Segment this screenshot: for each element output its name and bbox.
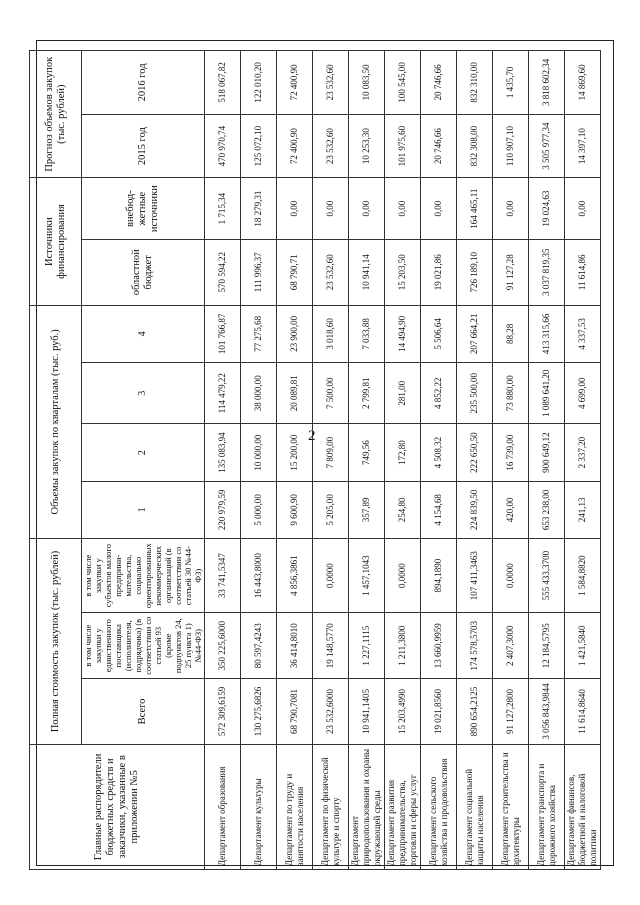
header-sources: Источники финансирования [30, 178, 82, 305]
cell-q4: 14 494,90 [385, 305, 421, 362]
cell-2016: 832 310,00 [457, 51, 493, 115]
cell-total: 91 127,2800 [493, 679, 529, 745]
cell-2016: 10 083,50 [349, 51, 385, 115]
table-row [565, 51, 601, 870]
row-department: Департамент культуры [241, 744, 277, 869]
cell-single: 350 225,6000 [205, 613, 241, 679]
header-2015: 2015 год [82, 114, 205, 178]
cell-small: 1 457,1043 [349, 539, 385, 613]
row-department: Департамент финансов, бюджетной и налоговой политики [565, 744, 601, 869]
cell-q3: 1 089 641,20 [529, 362, 565, 424]
cell-extra: 0,00 [277, 178, 313, 240]
cell-single: 19 148,5770 [313, 613, 349, 679]
cell-small: 0,0000 [493, 539, 529, 613]
cell-regional: 726 189,10 [457, 239, 493, 305]
cell-extra: 164 465,11 [457, 178, 493, 240]
cell-2016: 20 746,66 [421, 51, 457, 115]
cell-q2: 4 508,32 [421, 424, 457, 481]
cell-small: 33 741,5347 [205, 539, 241, 613]
cell-2015: 23 532,60 [313, 114, 349, 178]
header-q3: 3 [82, 362, 205, 424]
cell-q4: 5 506,64 [421, 305, 457, 362]
cell-q3: 114 479,22 [205, 362, 241, 424]
cell-2016: 100 545,00 [385, 51, 421, 115]
cell-q2: 2 337,20 [565, 424, 601, 481]
cell-total: 572 309,6159 [205, 679, 241, 745]
cell-single: 174 578,5703 [457, 613, 493, 679]
table-row [277, 51, 313, 870]
cell-2015: 125 072,10 [241, 114, 277, 178]
row-department: Департамент сельского хозяйства и продовольствия [421, 744, 457, 869]
cell-q4: 7 033,88 [349, 305, 385, 362]
cell-2016: 3 818 602,34 [529, 51, 565, 115]
cell-single: 2 407,3000 [493, 613, 529, 679]
cell-small: 0,0000 [385, 539, 421, 613]
header-q1: 1 [82, 481, 205, 538]
cell-q4: 207 664,21 [457, 305, 493, 362]
table-row [241, 51, 277, 870]
row-department: Департамент транспорта и дорожного хозяйства [529, 744, 565, 869]
cell-q3: 281,00 [385, 362, 421, 424]
cell-q1: 9 600,90 [277, 481, 313, 538]
cell-q1: 420,00 [493, 481, 529, 538]
cell-extra: 19 024,63 [529, 178, 565, 240]
cell-extra: 0,00 [313, 178, 349, 240]
cell-q3: 7 500,00 [313, 362, 349, 424]
cell-q1: 357,89 [349, 481, 385, 538]
table-row [313, 51, 349, 870]
cell-q4: 101 766,87 [205, 305, 241, 362]
header-quarterly: Объемы закупок по кварталам (тыс. руб.) [30, 305, 82, 538]
cell-q4: 77 275,68 [241, 305, 277, 362]
cell-q4: 23 900,00 [277, 305, 313, 362]
cell-q4: 88,28 [493, 305, 529, 362]
table-row [349, 51, 385, 870]
procurement-table [29, 50, 601, 870]
cell-q2: 16 739,00 [493, 424, 529, 481]
cell-q4: 4 337,53 [565, 305, 601, 362]
row-department: Департамент по труду и занятости населения [277, 744, 313, 869]
table-row [457, 51, 493, 870]
cell-total: 10 941,1405 [349, 679, 385, 745]
header-q4: 4 [82, 305, 205, 362]
cell-2015: 14 397,10 [565, 114, 601, 178]
cell-regional: 111 996,37 [241, 239, 277, 305]
cell-q2: 15 200,00 [277, 424, 313, 481]
cell-total: 11 614,8640 [565, 679, 601, 745]
cell-q3: 235 500,00 [457, 362, 493, 424]
cell-q2: 135 083,94 [205, 424, 241, 481]
cell-extra: 0,00 [421, 178, 457, 240]
cell-small: 0,0000 [313, 539, 349, 613]
cell-q2: 222 650,50 [457, 424, 493, 481]
row-department: Департамент социальной защиты населения [457, 744, 493, 869]
cell-2015: 72 400,90 [277, 114, 313, 178]
cell-q1: 224 839,50 [457, 481, 493, 538]
cell-regional: 23 532,60 [313, 239, 349, 305]
cell-2015: 470 970,74 [205, 114, 241, 178]
cell-total: 19 021,8560 [421, 679, 457, 745]
cell-q1: 254,80 [385, 481, 421, 538]
header-forecast: Прогноз объемов закупок (тыс. рублей) [30, 51, 82, 178]
row-department: Департамент образования [205, 744, 241, 869]
header-full-cost: Полная стоимость закупок (тыс. рублей) [30, 539, 82, 745]
cell-small: 555 433,3700 [529, 539, 565, 613]
cell-q2: 172,80 [385, 424, 421, 481]
cell-total: 23 532,6000 [313, 679, 349, 745]
cell-q3: 73 880,00 [493, 362, 529, 424]
cell-extra: 0,00 [493, 178, 529, 240]
rotated-table-container [29, 50, 619, 870]
cell-regional: 570 594,22 [205, 239, 241, 305]
cell-2016: 518 067,82 [205, 51, 241, 115]
cell-q2: 900 649,12 [529, 424, 565, 481]
cell-q4: 3 018,60 [313, 305, 349, 362]
cell-regional: 19 021,86 [421, 239, 457, 305]
table-row [421, 51, 457, 870]
cell-small: 4 856,3861 [277, 539, 313, 613]
cell-extra: 0,00 [565, 178, 601, 240]
cell-small: 894,1890 [421, 539, 457, 613]
cell-small: 16 443,8000 [241, 539, 277, 613]
cell-q3: 20 089,81 [277, 362, 313, 424]
cell-single: 1 211,3800 [385, 613, 421, 679]
row-department: Департамент природопользования и охраны окружающей среды [349, 744, 385, 869]
cell-extra: 1 715,34 [205, 178, 241, 240]
cell-q3: 2 799,81 [349, 362, 385, 424]
cell-q3: 4 699,00 [565, 362, 601, 424]
table-row [529, 51, 565, 870]
header-small-business: в том числе закупки у субъектов малого предприни-мательства, социально ориентированных некоммерческих организаций (в соответствии со статьей 30 №44-ФЗ) [82, 539, 205, 613]
header-total: Всего [82, 679, 205, 745]
cell-regional: 15 203,50 [385, 239, 421, 305]
cell-single: 36 414,8010 [277, 613, 313, 679]
page-number: 2 [308, 428, 316, 444]
cell-q1: 5 000,00 [241, 481, 277, 538]
row-department: Департамент строительства и архитектуры [493, 744, 529, 869]
cell-q2: 7 809,00 [313, 424, 349, 481]
cell-2015: 10 253,30 [349, 114, 385, 178]
cell-extra: 0,00 [349, 178, 385, 240]
cell-small: 1 584,8820 [565, 539, 601, 613]
table-row [205, 51, 241, 870]
header-main: Главные распорядители бюджетных средств и заказчики, указанные в приложении №5 [30, 744, 205, 869]
cell-single: 13 660,9959 [421, 613, 457, 679]
cell-2015: 832 308,00 [457, 114, 493, 178]
cell-q3: 38 000,00 [241, 362, 277, 424]
cell-2016: 72 400,90 [277, 51, 313, 115]
table-row [493, 51, 529, 870]
cell-total: 890 654,2125 [457, 679, 493, 745]
cell-2016: 23 532,60 [313, 51, 349, 115]
cell-extra: 0,00 [385, 178, 421, 240]
cell-single: 12 184,5795 [529, 613, 565, 679]
cell-total: 68 790,7081 [277, 679, 313, 745]
cell-total: 130 275,6826 [241, 679, 277, 745]
header-single-supplier: в том числе закупки у единственного поставщика (исполнителя, подрядчика) (в соответствии со статьей 93 (кроме подпунктов 24, 25 пункта 1) №44-ФЗ) [82, 613, 205, 679]
cell-regional: 91 127,28 [493, 239, 529, 305]
cell-q2: 749,56 [349, 424, 385, 481]
cell-regional: 11 614,86 [565, 239, 601, 305]
cell-q3: 4 852,22 [421, 362, 457, 424]
cell-q4: 413 315,66 [529, 305, 565, 362]
cell-extra: 18 279,31 [241, 178, 277, 240]
cell-2015: 110 907,10 [493, 114, 529, 178]
header-extra: внебюд-жетные источники [82, 178, 205, 240]
cell-q1: 653 238,00 [529, 481, 565, 538]
row-department: Департамент по физической культуре и спорту [313, 744, 349, 869]
header-q2: 2 [82, 424, 205, 481]
cell-q2: 10 000,00 [241, 424, 277, 481]
cell-2015: 3 505 977,34 [529, 114, 565, 178]
cell-2016: 122 010,20 [241, 51, 277, 115]
cell-q1: 4 154,68 [421, 481, 457, 538]
cell-regional: 3 037 819,35 [529, 239, 565, 305]
header-regional: областной бюджет [82, 239, 205, 305]
cell-2015: 20 746,66 [421, 114, 457, 178]
row-department: Департамент развития предпринимательства, торговли и сферы услуг [385, 744, 421, 869]
cell-2016: 1 435,70 [493, 51, 529, 115]
cell-regional: 68 790,71 [277, 239, 313, 305]
cell-small: 107 411,3463 [457, 539, 493, 613]
header-2016: 2016 год [82, 51, 205, 115]
cell-single: 80 597,4243 [241, 613, 277, 679]
cell-2016: 14 869,60 [565, 51, 601, 115]
cell-q1: 5 205,00 [313, 481, 349, 538]
cell-q1: 241,13 [565, 481, 601, 538]
cell-q1: 220 979,59 [205, 481, 241, 538]
cell-2015: 101 975,60 [385, 114, 421, 178]
cell-total: 15 203,4990 [385, 679, 421, 745]
cell-regional: 10 941,14 [349, 239, 385, 305]
table-row [385, 51, 421, 870]
cell-single: 1 421,5840 [565, 613, 601, 679]
cell-total: 3 056 843,9844 [529, 679, 565, 745]
cell-single: 1 227,1115 [349, 613, 385, 679]
